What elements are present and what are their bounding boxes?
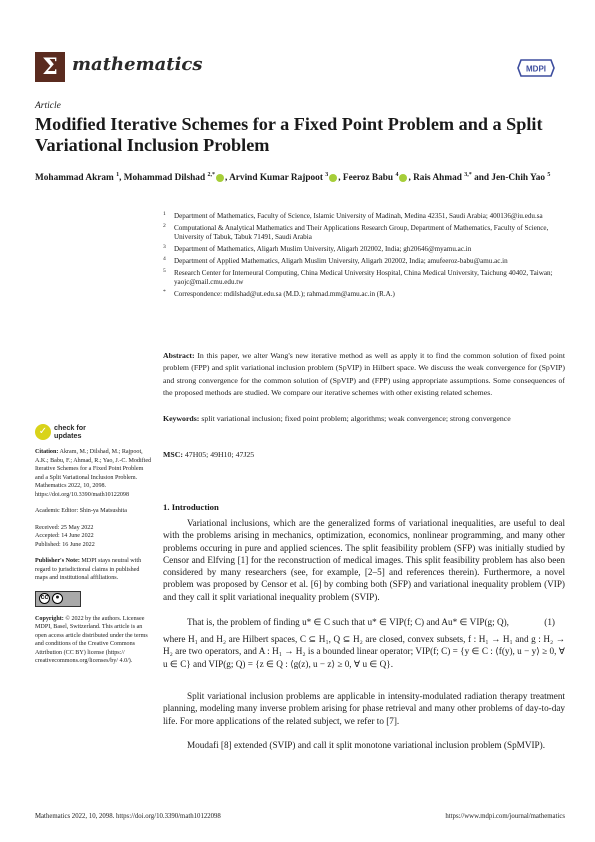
page-footer	[35, 813, 565, 820]
by-person-icon: ●	[52, 593, 63, 604]
author-affil-mark: 3,*	[464, 172, 472, 178]
footer-journal-link[interactable]: https://www.mdpi.com/journal/mathematics	[445, 813, 565, 820]
cc-icon: cc	[39, 593, 50, 604]
sidebar	[35, 424, 153, 674]
affiliation-item	[163, 257, 565, 266]
affiliation-item	[163, 290, 565, 299]
affiliation-text: Department of Mathematics, Faculty of Science, Islamic University of Madinah, Medina 42351, Saudi Arabia; 400136@iu.edu.sa	[174, 212, 543, 220]
author-name: Arvind Kumar Rajpoot	[229, 173, 323, 184]
footer-citation: Mathematics 2022, 10, 2098. https://doi.org/10.3390/math10122098	[35, 813, 221, 820]
author-name: Mohammad Dilshad	[123, 173, 206, 184]
author-name: Feeroz Babu	[342, 173, 394, 184]
affiliation-number: 4	[163, 255, 166, 262]
citation-label: Citation:	[35, 449, 59, 455]
mdpi-logo	[517, 58, 555, 78]
abstract	[163, 350, 565, 400]
author-name: Mohammad Akram	[35, 173, 114, 184]
check-updates-line2: updates	[54, 431, 82, 440]
published-date: Published: 16 June 2022	[35, 541, 95, 548]
copyright	[35, 615, 153, 666]
orcid-icon[interactable]	[216, 174, 224, 182]
publisher-note-text: MDPI stays neutral with regard to jurisdictional claims in published maps and institutional affiliations.	[35, 558, 142, 581]
author-list: Mohammad Akram $^1$, Mohammad Dilshad $^{2,*}$ , Arvind Kumar Rajpoot $^3$ , Feeroz Babu $^4$ , Rais Ahmad $^{3,*}$ and Jen-Chih Yao $^5$	[35, 172, 551, 184]
msc-text: 47H05; 49H10; 47J25	[184, 450, 255, 459]
citation	[35, 448, 153, 499]
received-date: Received: 25 May 2022	[35, 524, 94, 531]
msc-codes	[163, 450, 565, 459]
section-heading: 1. Introduction	[163, 502, 219, 512]
keywords	[163, 413, 565, 425]
check-updates-line1: check for	[54, 423, 86, 433]
paragraph: Moudafi [8] extended (SVIP) and call it split monotone variational inclusion problem (SpMVIP).	[187, 740, 545, 750]
author-affil-mark: 4	[395, 172, 399, 178]
affiliation-number: *	[163, 289, 166, 296]
journal-logo: Σ	[35, 52, 65, 82]
author-affil-mark: 1	[116, 172, 120, 178]
paragraph: where H₁ and H₂ are Hilbert spaces, C ⊆ H₁, Q ⊆ H₂ are closed, convex subsets, f : H₁ → H₁ and g : H₂ → H₂ are two operators, and A : H₁ → H₂ is a bounded linear operator; VIP(f; C) = {y ∈ C : ⟨f(y), u − y⟩ ≥ 0, ∀ u ∈ C} and VIP(g; Q) = {z ∈ Q : ⟨g(z), u − z⟩ ≥ 0, ∀ u ∈ Q}.	[163, 634, 565, 669]
keywords-label: Keywords:	[163, 414, 200, 423]
check-for-updates-button[interactable]	[35, 424, 153, 440]
affiliation-number: 2	[163, 222, 166, 229]
paragraph: Variational inclusions, which are the generalized forms of variational inequalities, are useful to deal with the problems arising in mechanics, optimization, economics, nonlinear programming, and many other problems occuring in pure and applied sciences. The split feasibility problem (SFP) was initially studied by Censor and Elfving [1] for the reconstruction of medical images. This split feasibility problem has also been considered by many researchers (see, for example, [2–5] and references therein). Furthermore, a novel problem was proposed by Censor et al. [6] by combing both (SFP) and variational inequality problem (VIP) and they call it split variational inequality problem (SVIP).	[163, 518, 565, 602]
affiliation-text: Department of Applied Mathematics, Aligarh Muslim University, Aligarh 202002, India; amufeeroz-babu@amu.ac.in	[174, 256, 508, 265]
academic-editor: Academic Editor: Shin-ya Matsushita	[35, 508, 127, 514]
journal-name: mathematics	[72, 54, 203, 75]
affiliation-text: Department of Mathematics, Aligarh Muslim University, Aligarh 202002, India; gh20646@myamu.ac.in	[174, 245, 472, 254]
paper-title: Modified Iterative Schemes for a Fixed Point Problem and a Split Variational Inclusion Problem	[35, 114, 543, 155]
affiliation-item	[163, 212, 565, 221]
mdpi-logo-text: MDPI	[526, 64, 546, 74]
affiliation-number: 3	[163, 244, 166, 251]
affiliation-text: Research Center for Interneural Computing, China Medical University Hospital, China Medical University, Taichung 40402, Taiwan; yaojc@mail.cmu.edu.tw	[174, 268, 553, 287]
affiliation-text: Computational & Analytical Mathematics and Their Applications Research Group, Department of Mathematics, Faculty of Science, University of Tabuk, Tabuk 71491, Saudi Arabia	[174, 223, 549, 242]
orcid-icon[interactable]	[329, 174, 337, 182]
article-type: Article	[35, 101, 61, 111]
equation-number: (1)	[544, 617, 555, 627]
equation-text: That is, the problem of finding u* ∈ C such that u* ∈ VIP(f; C) and Au* ∈ VIP(g; Q),	[187, 617, 509, 627]
author-name: Jen-Chih Yao	[491, 173, 546, 184]
affiliation-item	[163, 224, 565, 243]
publisher-note	[35, 557, 153, 583]
check-updates-icon: ✓	[35, 424, 51, 440]
author-affil-mark: 3	[325, 172, 329, 178]
author-name: Rais Ahmad	[413, 173, 462, 184]
orcid-icon[interactable]	[399, 174, 407, 182]
copyright-text: © 2022 by the authors. Licensee MDPI, Basel, Switzerland. This article is an open access article distributed under the terms and conditions of the Creative Commons Attribution (CC BY) license (https:// creativecommons.org/licenses/by/ 4.0/).	[35, 615, 148, 664]
affiliation-item	[163, 245, 565, 254]
copyright-label: Copyright:	[35, 615, 64, 622]
paragraph: Split variational inclusion problems are applicable in intensity-modulated radiation therapy treatment planning, modeling many inverse problem arising for phase retrieval and many other problems of day-to-day life. For more applications of the related subject, we refer to [7].	[163, 691, 565, 726]
citation-text: Akram, M.; Dilshad, M.; Rajpoot, A.K.; Babu, F.; Ahmad, R.; Yao, J.-C. Modified Iterative Schemes for a Fixed Point Problem and a Split Variational Inclusion Problem. Mathematics 2022, 10, 2098. https://doi.org/10.3390/math10122098	[35, 449, 152, 498]
equation	[163, 616, 565, 630]
affiliation-number: 5	[163, 267, 166, 274]
affiliation-number: 1	[163, 211, 166, 217]
msc-label: MSC:	[163, 450, 183, 459]
affiliation-item	[163, 269, 565, 288]
abstract-text: In this paper, we alter Wang's new iterative method as well as apply it to find the common solution of fixed point problem (FPP) and split variational inclusion problem (SpVIP) in Hilbert space. We discuss the weak convergence for (SpVIP) and strong convergence for the common solution of (SpVIP) and (FPP) using appropriate assumptions. Some consequences of the proposed methods are studied. We compare our iterative schemes with other existing related schemes.	[163, 351, 566, 398]
affiliation-text: Correspondence: mdilshad@ut.edu.sa (M.D.); rahmad.mm@amu.ac.in (R.A.)	[174, 290, 395, 299]
author-affil-mark: 2,*	[207, 172, 215, 178]
keywords-text: split variational inclusion; fixed point problem; algorithms; weak convergence; strong convergence	[201, 414, 511, 423]
publisher-note-label: Publisher's Note:	[35, 558, 80, 564]
affiliations	[163, 212, 565, 302]
accepted-date: Accepted: 14 June 2022	[35, 533, 94, 539]
author-affil-mark: 5	[547, 172, 551, 178]
abstract-label: Abstract:	[163, 351, 195, 360]
cc-by-license-icon[interactable]	[35, 591, 81, 607]
